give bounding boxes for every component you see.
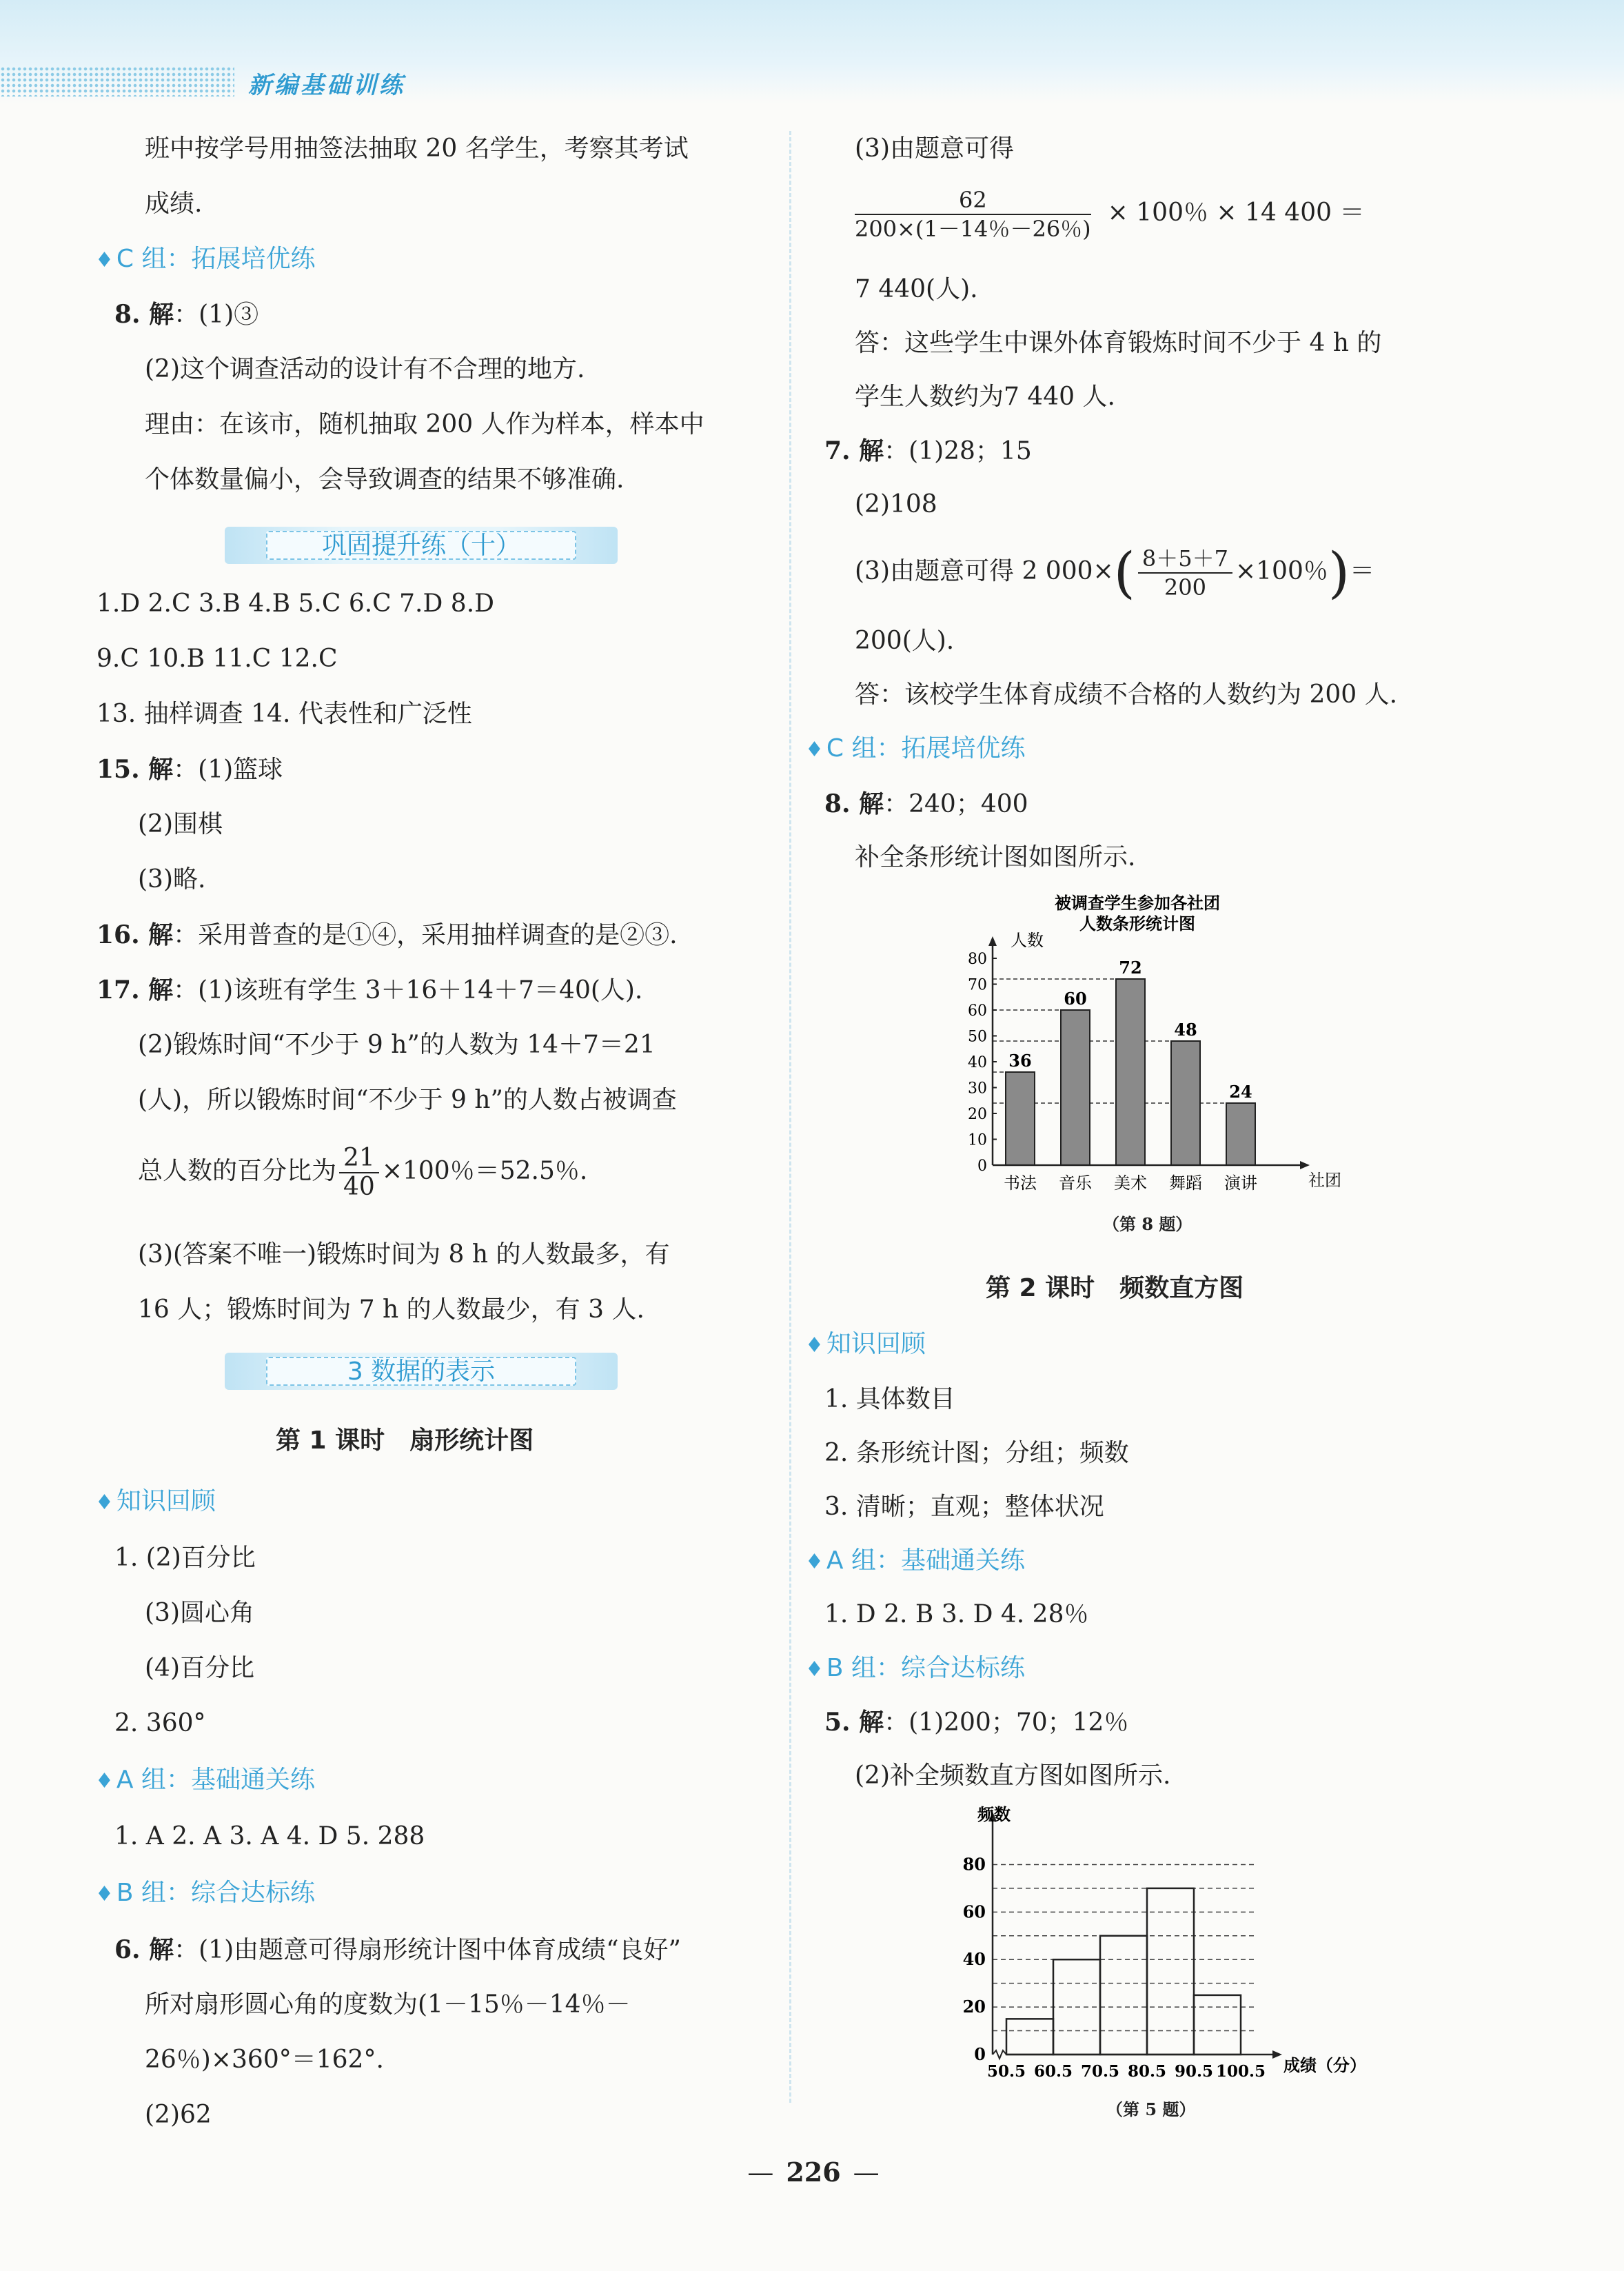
histogram-bar	[1006, 2019, 1053, 2055]
y-tick-label: 10	[968, 1131, 987, 1149]
right-paren: )	[1328, 541, 1350, 605]
x-edge-label: 70.5	[1080, 2062, 1120, 2081]
lesson-title: 第 2 课时 频数直方图	[986, 1274, 1244, 1302]
section-label: A 组：基础通关练	[116, 1766, 315, 1794]
club-bar-chart	[944, 889, 1341, 1227]
header-band	[0, 0, 1624, 103]
bar-舞蹈	[1171, 1041, 1200, 1165]
numerator: 21	[339, 1144, 379, 1173]
text-line: 班中按学号用抽签法抽取 20 名学生，考察其考试	[145, 134, 689, 163]
question-8	[114, 301, 258, 329]
answer-row: 9.C 10.B 11.C 12.C	[97, 645, 338, 673]
answer-text: ：(1)篮球	[173, 756, 283, 784]
y-tick-label: 60	[962, 1901, 986, 1922]
question-number: 6. 解	[114, 1935, 174, 1964]
left-paren: (	[1113, 541, 1135, 605]
x-axis-arrow	[1272, 2050, 1282, 2059]
answer-text: ：240；400	[884, 790, 1028, 818]
text-line: (3)由题意可得	[855, 134, 1014, 163]
section-heading-c	[805, 735, 1026, 764]
question-number: 16. 解	[97, 920, 174, 949]
question-number: 7. 解	[824, 436, 884, 465]
answer-text: ：(1)该班有学生 3＋16＋14＋7＝40(人).	[173, 976, 643, 1005]
diamond-icon: ♦	[95, 1491, 114, 1515]
y-tick-label: 40	[962, 1949, 986, 1970]
text-line: (2)锻炼时间“不少于 9 h”的人数为 14＋7＝21	[138, 1031, 656, 1059]
question-16	[97, 921, 678, 949]
text-line: (2)这个调查活动的设计有不合理的地方.	[145, 355, 585, 383]
y-tick-label: 0	[974, 2044, 986, 2064]
y-tick-label: 80	[968, 951, 987, 968]
section-heading-c	[95, 245, 316, 274]
text-line: (3)(答案不唯一)锻炼时间为 8 h 的人数最多，有	[138, 1240, 670, 1269]
answer-row: 1.D 2.C 3.B 4.B 5.C 6.C 7.D 8.D	[97, 589, 495, 618]
frequency-histogram	[931, 1799, 1399, 2096]
question-number: 8. 解	[114, 300, 174, 329]
text-segment: ×100％＝52.5％.	[381, 1157, 588, 1185]
histogram-xlabel: 成绩（分）	[1283, 2055, 1366, 2075]
category-label: 舞蹈	[1169, 1173, 1202, 1193]
question-8	[824, 790, 1028, 818]
question-number: 5. 解	[824, 1708, 884, 1737]
chart-xlabel: 社团	[1308, 1171, 1341, 1190]
text-line: 成绩.	[145, 190, 203, 218]
header-title: 新编基础训练	[248, 72, 405, 99]
section-label: 知识回顾	[826, 1330, 926, 1358]
answer-row: 1. A 2. A 3. A 4. D 5. 288	[114, 1822, 425, 1850]
section-label: B 组：综合达标练	[116, 1879, 316, 1907]
bar-value-label: 24	[1229, 1082, 1252, 1102]
denominator: 200×(1－14％－26％)	[855, 216, 1091, 242]
text-line: 答：这些学生中课外体育锻炼时间不少于 4 h 的	[855, 329, 1382, 357]
text-line: 200(人).	[855, 627, 955, 655]
section-heading-b	[805, 1655, 1025, 1684]
chart-title-line1: 被调查学生参加各社团	[1055, 893, 1220, 913]
y-tick-label: 70	[968, 976, 987, 994]
header-dot-pattern	[0, 66, 234, 97]
question-15	[97, 756, 283, 784]
text-line: (2)108	[855, 490, 937, 518]
category-label: 书法	[1004, 1173, 1037, 1193]
text-line: (4)百分比	[145, 1654, 254, 1682]
question-number: 17. 解	[97, 976, 174, 1005]
question-number: 15. 解	[97, 755, 174, 784]
fraction	[855, 186, 1091, 243]
section-heading-knowledge	[95, 1488, 216, 1517]
section-heading-b	[95, 1879, 315, 1908]
banner-label: 巩固提升练（十）	[266, 531, 576, 560]
section-label: C 组：拓展培优练	[826, 734, 1026, 763]
chart-title-line2: 人数条形统计图	[1079, 914, 1195, 933]
histogram-bars	[1006, 1888, 1241, 2055]
text-line: (人)，所以锻炼时间“不少于 9 h”的人数占被调查	[138, 1086, 677, 1114]
question-number: 8. 解	[824, 789, 884, 818]
text-line: 个体数量偏小，会导致调查的结果不够准确.	[145, 465, 625, 494]
bar-value-label: 60	[1064, 989, 1087, 1009]
text-line: 26％)×360°＝162°.	[145, 2046, 384, 2074]
text-line: 16 人；锻炼时间为 7 h 的人数最少，有 3 人.	[138, 1295, 644, 1324]
bar-书法	[1006, 1072, 1035, 1165]
answer-row: 13. 抽样调查 14. 代表性和广泛性	[97, 700, 472, 728]
bar-演讲	[1226, 1103, 1255, 1165]
bar-value-label: 48	[1174, 1020, 1197, 1040]
text-line: (3)略.	[138, 865, 206, 894]
text-line: 2. 条形统计图；分组；频数	[824, 1439, 1129, 1467]
y-tick-label: 0	[977, 1158, 987, 1175]
y-tick-label: 20	[962, 1997, 986, 2017]
text-line: 1. (2)百分比	[114, 1544, 256, 1572]
exercise-banner	[225, 527, 618, 564]
text-line: 答：该校学生体育成绩不合格的人数约为 200 人.	[855, 680, 1398, 709]
numerator: 62	[855, 186, 1091, 215]
y-tick-label: 20	[968, 1106, 987, 1123]
column-divider	[789, 131, 791, 2103]
answer-row: 1. D 2. B 3. D 4. 28％	[824, 1600, 1089, 1628]
question-7	[824, 437, 1032, 465]
histogram-grid	[993, 1864, 1255, 2030]
denominator: 200	[1164, 574, 1206, 600]
axis-break	[993, 2050, 1006, 2059]
text-line: 7 440(人).	[855, 275, 978, 303]
bar-美术	[1116, 979, 1145, 1165]
bar-音乐	[1061, 1010, 1090, 1165]
question-17	[97, 976, 642, 1005]
section-banner	[225, 1353, 618, 1390]
fraction	[1138, 545, 1232, 601]
text-line: 1. 具体数目	[824, 1385, 955, 1413]
y-tick-label: 40	[968, 1054, 987, 1071]
text-line-fraction	[855, 541, 1375, 605]
category-label: 演讲	[1224, 1173, 1257, 1193]
category-label: 音乐	[1059, 1173, 1092, 1193]
figure-caption: （第 8 题）	[1103, 1214, 1192, 1234]
section-label: 知识回顾	[116, 1487, 216, 1515]
x-edge-label: 60.5	[1033, 2062, 1073, 2081]
diamond-icon: ♦	[95, 1769, 114, 1793]
text-line: 3. 清晰；直观；整体状况	[824, 1493, 1104, 1521]
x-axis-arrow	[1300, 1161, 1310, 1169]
numerator: 8＋5＋7	[1138, 545, 1232, 574]
text-segment: ＝	[1350, 557, 1375, 585]
answer-text: ：(1)③	[174, 301, 259, 329]
histogram-bar	[1194, 1995, 1241, 2055]
text-line: (3)圆心角	[145, 1599, 254, 1627]
question-5	[824, 1708, 1128, 1737]
diamond-icon: ♦	[95, 248, 114, 272]
answer-text: ：(1)200；70；12％	[884, 1708, 1129, 1737]
chart-bars	[1006, 979, 1255, 1165]
x-edge-label: 50.5	[986, 2062, 1026, 2081]
text-segment: × 100％ × 14 400 ＝	[1107, 199, 1365, 227]
denominator: 40	[343, 1173, 375, 1201]
diamond-icon: ♦	[805, 1333, 824, 1357]
lesson-title: 第 1 课时 扇形统计图	[276, 1426, 534, 1455]
text-line: (2)62	[145, 2101, 212, 2129]
section-heading-a	[805, 1547, 1025, 1576]
bar-value-label: 36	[1008, 1051, 1032, 1071]
text-line-fraction	[138, 1144, 587, 1201]
answer-text: ：(1)由题意可得扇形统计图中体育成绩“良好”	[174, 1936, 681, 1964]
text-line: 学生人数约为7 440 人.	[855, 383, 1115, 411]
page-number: — 226 —	[731, 2157, 896, 2188]
x-edge-label: 90.5	[1174, 2062, 1214, 2081]
y-axis-arrow	[988, 936, 997, 946]
diamond-icon: ♦	[805, 738, 824, 762]
y-tick-label: 30	[968, 1080, 987, 1098]
y-tick-label: 60	[968, 1002, 987, 1020]
figure-caption: （第 5 题）	[1106, 2099, 1196, 2119]
text-line-fraction	[852, 186, 1364, 243]
y-tick-label: 80	[962, 1854, 986, 1875]
section-label: B 组：综合达标练	[826, 1654, 1026, 1682]
question-6	[114, 1936, 681, 1964]
category-label: 美术	[1114, 1173, 1147, 1193]
bar-value-label: 72	[1119, 958, 1142, 978]
histogram-bar	[1147, 1888, 1194, 2055]
x-edge-label: 100.5	[1215, 2062, 1266, 2081]
diamond-icon: ♦	[805, 1657, 824, 1682]
chart-ylabel: 人数	[1011, 931, 1044, 950]
y-tick-label: 50	[968, 1028, 987, 1046]
section-label: C 组：拓展培优练	[116, 245, 316, 273]
diamond-icon: ♦	[95, 1882, 114, 1906]
histogram-bar	[1100, 1936, 1147, 2055]
section-label: A 组：基础通关练	[826, 1546, 1025, 1575]
text-segment: 总人数的百分比为	[138, 1157, 337, 1185]
histogram-ylabel: 频数	[977, 1804, 1011, 1824]
diamond-icon: ♦	[805, 1550, 824, 1574]
text-segment: (3)由题意可得 2 000×	[855, 557, 1114, 585]
chart-axes	[988, 936, 1310, 1169]
banner-label: 3 数据的表示	[266, 1357, 576, 1386]
x-edge-label: 80.5	[1127, 2062, 1167, 2081]
answer-text: ：采用普查的是①④，采用抽样调查的是②③.	[173, 921, 678, 949]
text-line: (2)补全频数直方图如图所示.	[855, 1762, 1171, 1790]
fraction	[339, 1144, 379, 1201]
answer-text: ：(1)28；15	[884, 437, 1032, 465]
text-line: 2. 360°	[114, 1709, 206, 1737]
text-line: 所对扇形圆心角的度数为(1－15％－14％－	[145, 1990, 631, 2019]
text-segment: ×100％	[1235, 557, 1328, 585]
section-heading-a	[95, 1766, 315, 1795]
text-line: 补全条形统计图如图所示.	[855, 843, 1136, 871]
section-heading-knowledge	[805, 1331, 926, 1360]
text-line: (2)围棋	[138, 810, 223, 838]
text-line: 理由：在该市，随机抽取 200 人作为样本，样本中	[145, 410, 704, 438]
